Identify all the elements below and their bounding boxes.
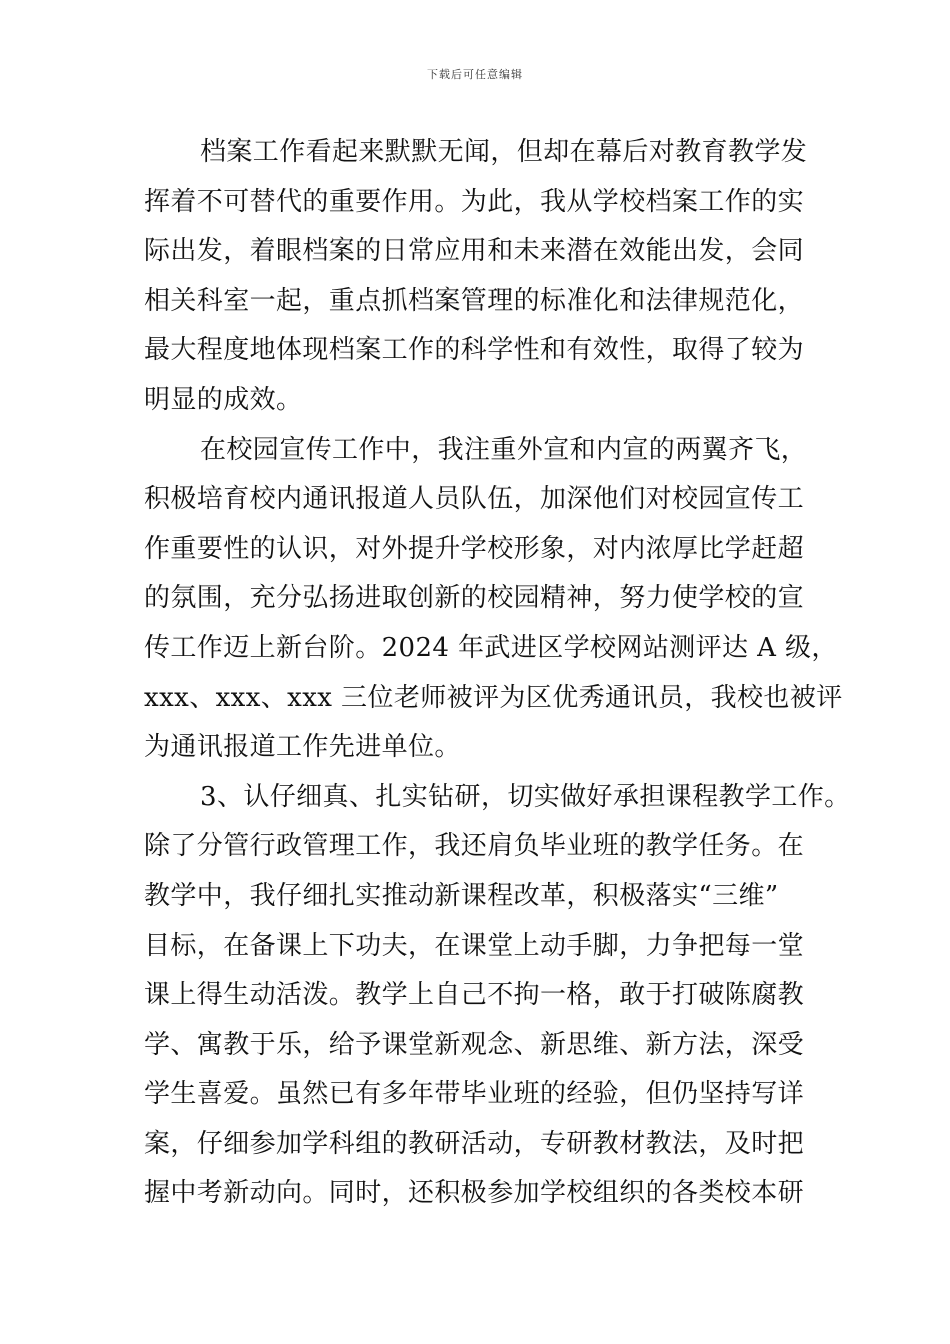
document-body <box>144 128 851 1219</box>
page-header: 下载后可任意编辑 <box>427 68 523 81</box>
text-line: 学生喜爱。虽然已有多年带毕业班的经验，但仍坚持写详 <box>144 1079 805 1110</box>
text-line: 传工作迈上新台阶。2024 年武进区学校网站测评达 A 级， <box>144 632 838 663</box>
text-line: 学、寓教于乐，给予课堂新观念、新思维、新方法，深受 <box>144 1029 805 1060</box>
text-line: 档案工作看起来默默无闻，但却在幕后对教育教学发 <box>200 137 808 167</box>
text-line: 除了分管行政管理工作，我还肩负毕业班的教学任务。在 <box>144 831 805 862</box>
text-line: 相关科室一起，重点抓档案管理的标准化和法律规范化， <box>144 285 805 316</box>
text-line: xxx、xxx、xxx 三位老师被评为区优秀通讯员，我校也被评 <box>144 682 843 713</box>
text-line: 积极培育校内通讯报道人员队伍，加深他们对校园宣传工 <box>144 484 805 515</box>
text-line: 案，仔细参加学科组的教研活动，专研教材教法，及时把 <box>144 1128 805 1159</box>
text-line: 的氛围，充分弘扬进取创新的校园精神，努力使学校的宣 <box>144 583 805 614</box>
text-line: 明显的成效。 <box>144 384 303 415</box>
text-line: 最大程度地体现档案工作的科学性和有效性，取得了较为 <box>144 335 805 366</box>
text-line: 在校园宣传工作中，我注重外宣和内宣的两翼齐飞， <box>200 434 808 465</box>
text-line: 作重要性的认识，对外提升学校形象，对内浓厚比学赶超 <box>144 533 805 564</box>
text-line: 握中考新动向。同时，还积极参加学校组织的各类校本研 <box>144 1178 805 1209</box>
text-line: 为通讯报道工作先进单位。 <box>144 732 461 763</box>
text-line: 课上得生动活泼。教学上自己不拘一格，敢于打破陈腐教 <box>144 980 805 1011</box>
text-line: 教学中，我仔细扎实推动新课程改革，积极落实“三维” <box>144 880 779 911</box>
text-line: 际出发，着眼档案的日常应用和未来潜在效能出发，会同 <box>144 236 805 267</box>
text-line: 挥着不可替代的重要作用。为此，我从学校档案工作的实 <box>144 186 805 217</box>
text-line: 目标，在备课上下功夫，在课堂上动手脚，力争把每一堂 <box>144 930 805 961</box>
text-line: 3、认仔细真、扎实钻研，切实做好承担课程教学工作。 <box>200 781 851 812</box>
